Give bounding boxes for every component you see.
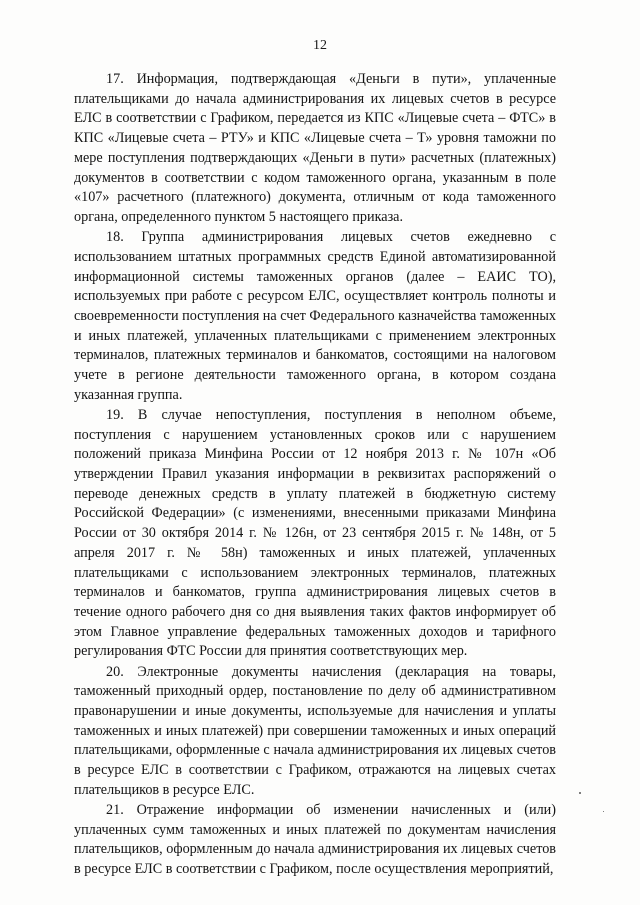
page-number: 12 <box>313 38 327 53</box>
scan-speck <box>579 792 581 794</box>
paragraph-21: 21. Отражение информации об изменении начисленных и (или) уплаченных сумм таможенных и иных платежей по документам начисления плательщиков, оформленным до начала администрирования их лицевых счетов в ресурсе ЕЛС в соответствии с Графиком, после осуществления мероприятий, <box>74 802 556 878</box>
paragraph-20: 20. Электронные документы начисления (декларация на товары, таможенный приходный ордер, постановление по делу об административном правонарушении и иные документы, используемые для начисления и уплаты таможенных и иных платежей) при совершении таможенных и иных операций плательщиками, оформленные с начала администрирования их лицевых счетов в ресурсе ЕЛС в соответствии с Графиком, отражаются на лицевых счетах плательщиков в ресурсе ЕЛС. <box>74 663 556 798</box>
paragraph-19: 19. В случае непоступления, поступления в неполном объеме, поступления с нарушением установленных сроков или с нарушением положений приказа Минфина России от 12 ноября 2013 г. № 107н «Об утверждении Правил указания информации в реквизитах распоряжений о переводе денежных средств в уплату платежей в бюджетную систему Российской Федерации» (с изменениями, внесенными приказами Минфина России от 30 октября 2014 г. № 126н, от 23 сентября 2015 г. № 148н, от 5 апреля 2017 г. № 58н) таможенных и иных платежей, уплаченных плательщиками с использованием электронных терминалов, платежных терминалов и банкоматов, группа администрирования лицевых счетов в течение одного рабочего дня со дня выявления таких фактов информирует об этом Главное управление федеральных таможенных доходов и тарифного регулирования ФТС России для принятия соответствующих мер. <box>74 406 556 660</box>
document-body <box>74 70 556 880</box>
paragraph-17: 17. Информация, подтверждающая «Деньги в пути», уплаченные плательщиками до начала администрирования их лицевых счетов в ресурсе ЕЛС в соответствии с Графиком, передается из КПС «Лицевые счета – ФТС» в КПС «Лицевые счета – РТУ» и КПС «Лицевые счета – Т» уровня таможни по мере поступления подтверждающих «Деньги в пути» расчетных (платежных) документов в соответствии с кодом таможенного органа, указанным в поле «107» расчетного (платежного) документа, отличным от кода таможенного органа, определенного пунктом 5 настоящего приказа. <box>74 71 556 225</box>
scan-speck <box>603 811 604 812</box>
paragraph-18: 18. Группа администрирования лицевых счетов ежедневно с использованием штатных программных средств Единой автоматизированной информационной системы таможенных органов (далее – ЕАИС ТО), используемых при работе с ресурсом ЕЛС, осуществляет контроль полноты и своевременности поступления на счет Федерального казначейства таможенных и иных платежей, уплаченных плательщиками с применением электронных терминалов, платежных терминалов и банкоматов, состоящими на налоговом учете в регионе деятельности таможенного органа, в котором создана указанная группа. <box>74 229 556 403</box>
